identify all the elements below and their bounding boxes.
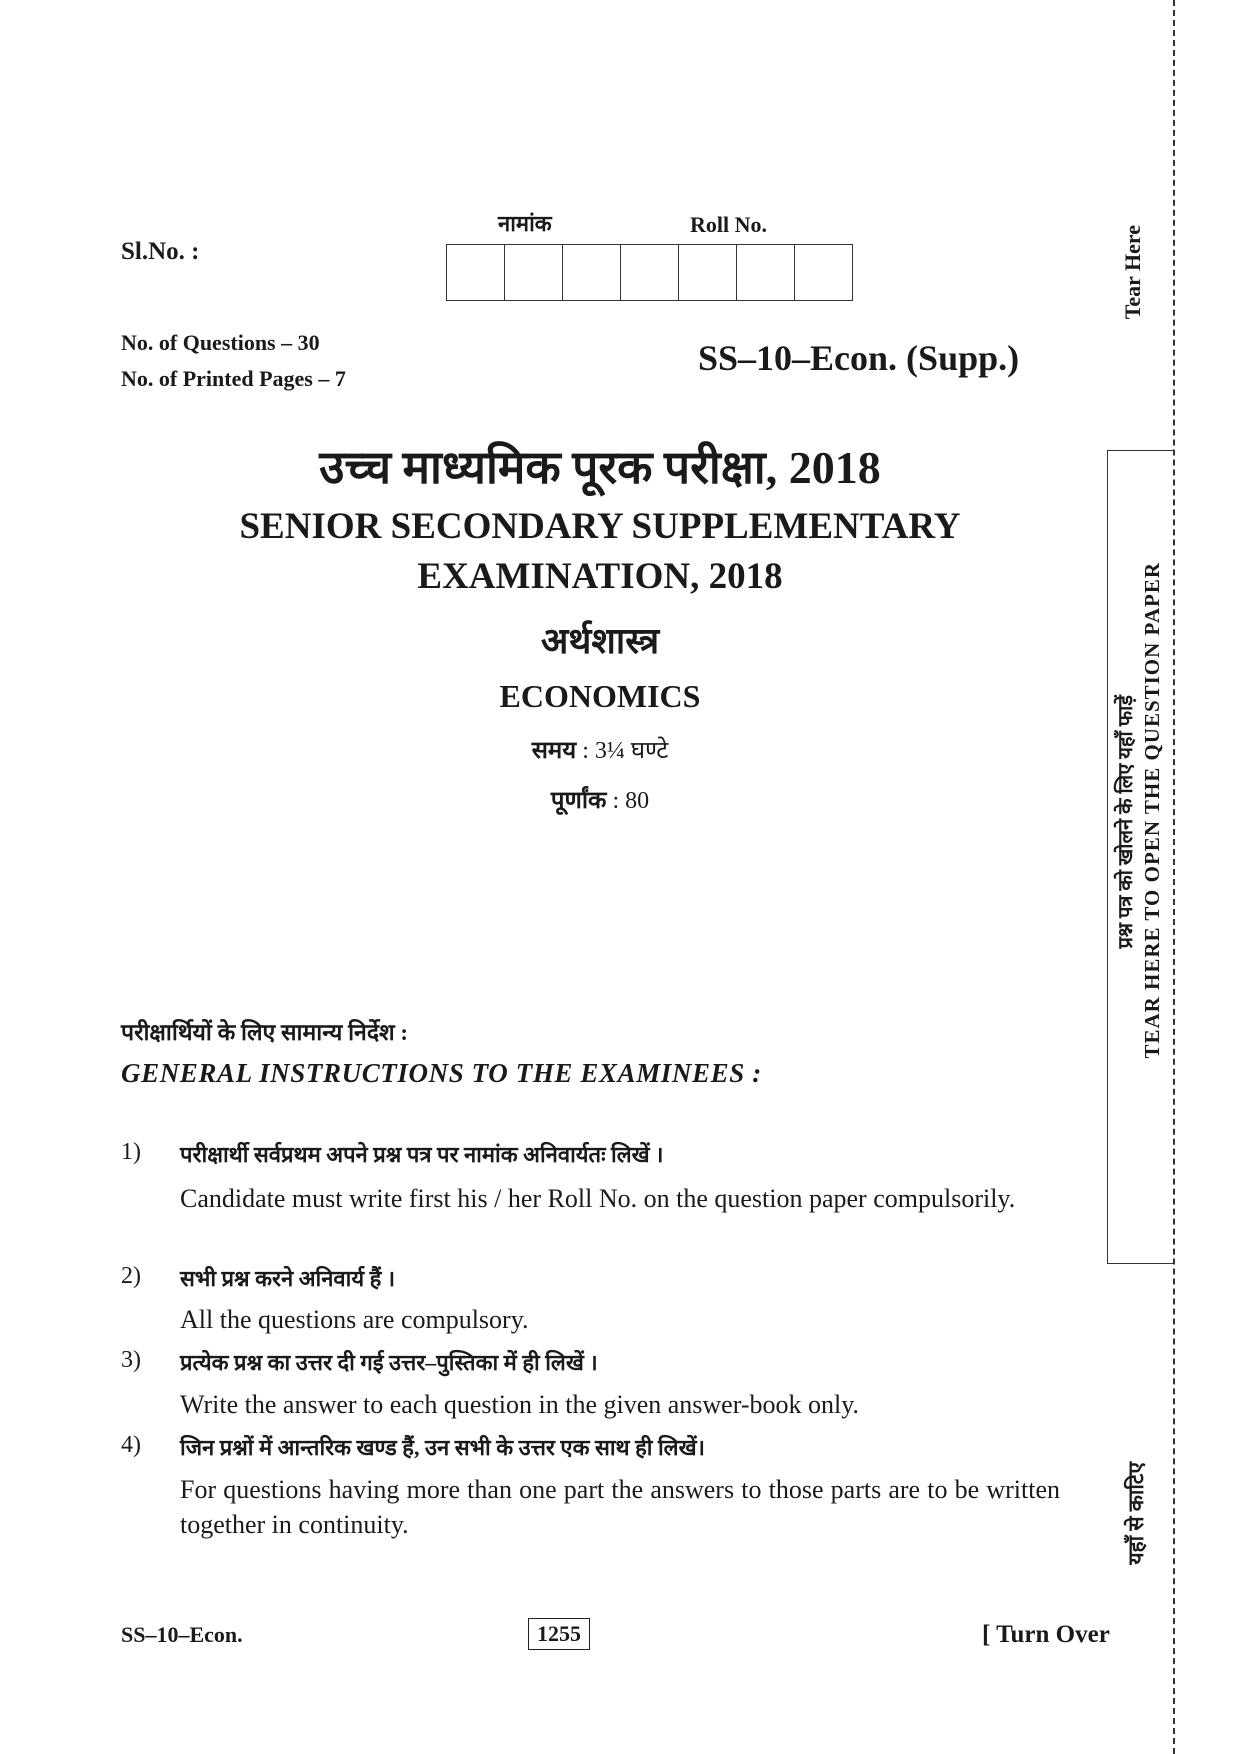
roll-label-hindi: नामांक	[498, 211, 552, 236]
instruction-hindi: सभी प्रश्न करने अनिवार्य हैं ।	[180, 1266, 396, 1291]
subject-english: ECONOMICS	[499, 678, 701, 714]
instruction-number: 1)	[121, 1139, 141, 1165]
instructions-heading-hindi: परीक्षार्थियों के लिए सामान्य निर्देश :	[121, 1020, 409, 1045]
tear-instruction-english: TEAR HERE TO OPEN THE QUESTION PAPER	[1140, 562, 1164, 1059]
roll-digit-box[interactable]	[447, 244, 505, 301]
cut-here-label: यहाँ से काटिए	[1124, 1462, 1148, 1565]
roll-digit-box[interactable]	[679, 244, 737, 301]
exam-title-hindi: उच्च माध्यमिक पूरक परीक्षा, 2018	[319, 442, 881, 493]
roll-digit-box[interactable]	[563, 244, 621, 301]
footer-paper-code: SS–10–Econ.	[121, 1622, 243, 1647]
roll-number-boxes	[446, 244, 853, 301]
tear-here-label: Tear Here	[1120, 225, 1145, 320]
page-count: No. of Printed Pages – 7	[121, 366, 346, 391]
instructions-heading-english: GENERAL INSTRUCTIONS TO THE EXAMINEES :	[121, 1058, 762, 1088]
roll-digit-box[interactable]	[621, 244, 679, 301]
paper-code: SS–10–Econ. (Supp.)	[698, 338, 1020, 378]
marks-value: : 80	[606, 788, 650, 814]
instruction-hindi: परीक्षार्थी सर्वप्रथम अपने प्रश्न पत्र पर नामांक अनिवार्यतः लिखें ।	[180, 1142, 664, 1167]
instruction-english: Write the answer to each question in the given answer-book only.	[180, 1390, 860, 1419]
marks-label: पूर्णांक	[550, 788, 607, 814]
time-value: : 3¼ घण्टे	[576, 738, 669, 764]
question-count: No. of Questions – 30	[121, 330, 320, 355]
serial-number-label: Sl.No. :	[121, 238, 200, 265]
roll-digit-box[interactable]	[795, 244, 853, 301]
exam-title-english-line2: EXAMINATION, 2018	[417, 556, 783, 597]
instruction-number: 2)	[121, 1263, 141, 1289]
maximum-marks	[0, 783, 1200, 816]
roll-digit-box[interactable]	[505, 244, 563, 301]
instruction-english: Candidate must write first his / her Roll No. on the question paper compulsorily.	[180, 1184, 1016, 1213]
roll-label-english: Roll No.	[690, 212, 767, 237]
subject-hindi: अर्थशास्त्र	[540, 621, 660, 661]
instruction-english: For questions having more than one part the answers to those parts are to be written together in continuity.	[180, 1475, 1060, 1539]
footer-code-box: 1255	[528, 1618, 590, 1650]
time-allowed	[0, 733, 1200, 766]
instruction-hindi: प्रत्येक प्रश्न का उत्तर दी गई उत्तर–पुस्तिका में ही लिखें ।	[180, 1350, 598, 1375]
instruction-number: 3)	[121, 1347, 141, 1373]
instruction-english: All the questions are compulsory.	[180, 1305, 529, 1334]
time-label: समय	[531, 738, 577, 764]
tear-dashed-line	[1173, 0, 1175, 1754]
turn-over-label: [ Turn Over	[982, 1621, 1110, 1648]
instruction-number: 4)	[121, 1432, 141, 1458]
instruction-hindi: जिन प्रश्नों में आन्तरिक खण्ड हैं, उन सभी के उत्तर एक साथ ही लिखें।	[180, 1435, 705, 1460]
exam-title-english-line1: SENIOR SECONDARY SUPPLEMENTARY	[239, 506, 961, 547]
roll-digit-box[interactable]	[737, 244, 795, 301]
tear-instruction-hindi: प्रश्न पत्र को खोलने के लिए यहाँ फाड़ें	[1115, 695, 1137, 949]
